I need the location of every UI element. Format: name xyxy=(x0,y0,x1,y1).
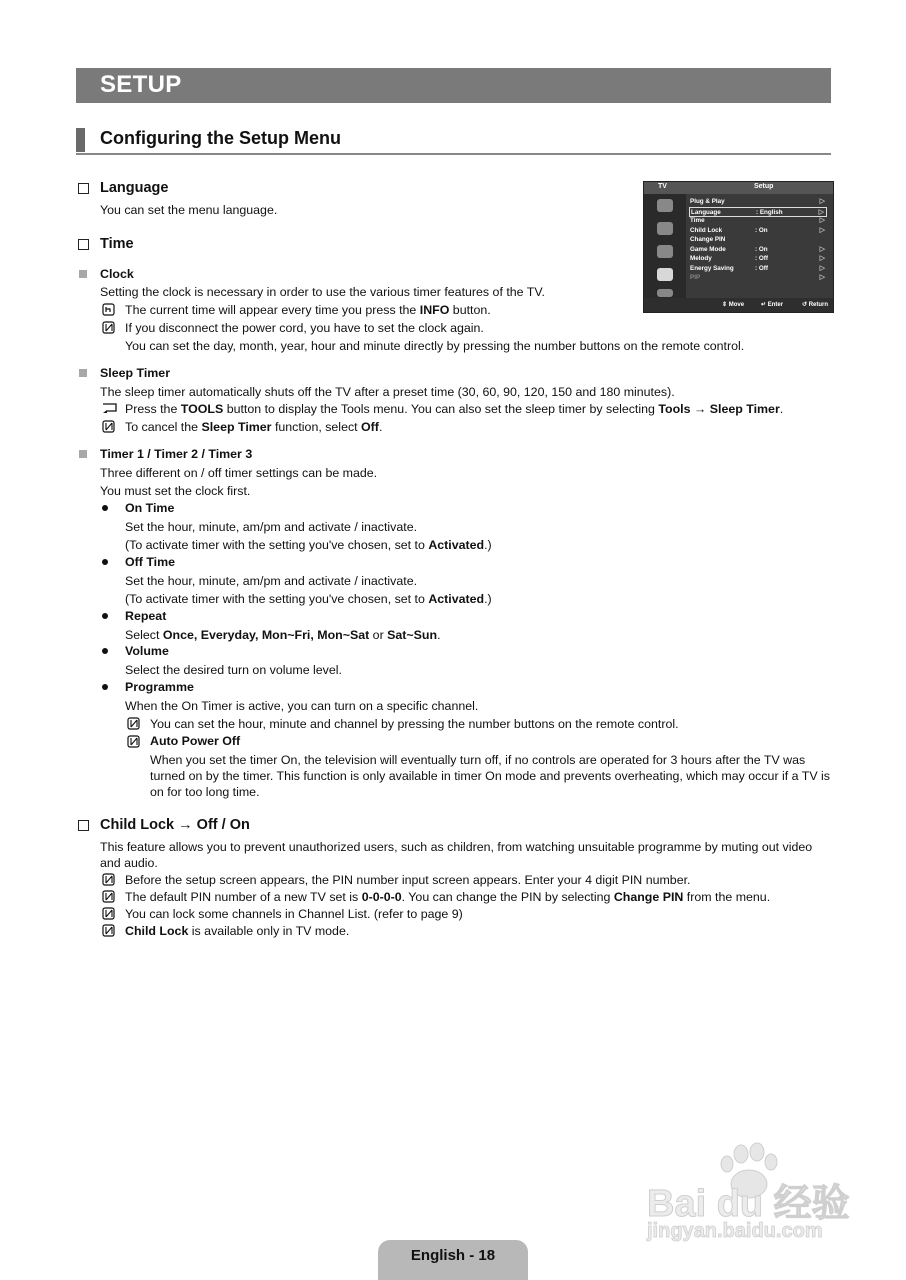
repeat-l1: Select Once, Everyday, Mon~Fri, Mon~Sat or Sat~Sun. xyxy=(125,628,441,642)
auto-power-off-body: When you set the timer On, the television will eventually turn off, if no controls are operated for 3 hours after the TV was turned on by the timer. This function is only available in timer On mode and prevents overheating, which may occur if a TV is on for too long time. xyxy=(150,753,830,799)
note-icon xyxy=(102,420,115,433)
clock-note-power: If you disconnect the power cord, you have to set the clock again. xyxy=(125,321,484,335)
volume-title: Volume xyxy=(125,644,169,658)
child-lock-note-2: The default PIN number of a new TV set is 0-0-0-0. You can change the PIN by selecting Change PIN from the menu. xyxy=(125,890,771,904)
chapter-banner xyxy=(76,68,831,103)
tv-menu-row: Melody : Off ▷ xyxy=(690,255,825,262)
tv-menu-row: Time ▷ xyxy=(690,217,825,224)
note-icon xyxy=(102,907,115,920)
off-time-l2: (To activate timer with the setting you've chosen, set to Activated.) xyxy=(125,592,492,606)
sleep-cancel-note: To cancel the Sleep Timer function, select Off. xyxy=(125,420,383,434)
programme-l1: When the On Timer is active, you can turn on a specific channel. xyxy=(125,699,479,713)
programme-title: Programme xyxy=(125,680,194,694)
square-bullet-icon xyxy=(79,369,87,377)
child-lock-desc: This feature allows you to prevent unauthorized users, such as children, from watching unsuitable programme by muting out video and audio. xyxy=(100,840,813,870)
tv-menu-footer xyxy=(644,298,833,312)
timers-desc-2: You must set the clock first. xyxy=(100,484,251,498)
watermark-url: jingyan.baidu.com xyxy=(647,1220,823,1242)
section-title: Configuring the Setup Menu xyxy=(100,128,341,148)
timers-title: Timer 1 / Timer 2 / Timer 3 xyxy=(100,447,253,461)
on-time-l2: (To activate timer with the setting you've chosen, set to Activated.) xyxy=(125,538,492,552)
clock-title: Clock xyxy=(100,267,134,281)
tv-menu-row: Plug & Play ▷ xyxy=(690,198,825,205)
info-note-icon xyxy=(102,303,115,316)
time-heading: Time xyxy=(100,236,134,252)
on-time-title: On Time xyxy=(125,501,175,515)
return-hint: ↺ Return xyxy=(802,302,829,308)
bullet-icon xyxy=(102,648,108,654)
sleep-title: Sleep Timer xyxy=(100,366,171,380)
child-lock-note-1: Before the setup screen appears, the PIN number input screen appears. Enter your 4 digit PIN number. xyxy=(125,873,691,887)
section-header xyxy=(76,127,831,155)
note-icon xyxy=(127,735,140,748)
sleep-tools-note: Press the TOOLS button to display the Tools menu. You can also set the sleep timer by selecting Tools → Sleep Timer. xyxy=(125,402,784,416)
checkbox-icon xyxy=(78,820,89,831)
tv-menu-tab-setup: Setup xyxy=(754,183,774,190)
checkbox-icon xyxy=(78,239,89,250)
repeat-title: Repeat xyxy=(125,609,167,623)
note-icon xyxy=(102,873,115,886)
tv-menu-row: Change PIN xyxy=(690,236,726,243)
enter-hint: ↵ Enter xyxy=(761,302,784,308)
picture-icon xyxy=(657,199,673,212)
note-icon xyxy=(127,717,140,730)
baidu-jingyan-watermark xyxy=(645,1140,855,1250)
note-icon xyxy=(102,924,115,937)
off-time-l1: Set the hour, minute, am/pm and activate / inactivate. xyxy=(125,574,418,588)
tv-menu-row: PIP ▷ xyxy=(690,274,825,281)
tools-icon xyxy=(102,402,118,415)
bullet-icon xyxy=(102,559,108,565)
child-lock-note-3: You can lock some channels in Channel List. (refer to page 9) xyxy=(125,907,463,921)
note-icon xyxy=(102,890,115,903)
tv-menu-sidebar xyxy=(644,194,686,298)
note-icon xyxy=(102,321,115,334)
chapter-title: SETUP xyxy=(100,71,182,98)
section-marker xyxy=(76,128,85,152)
child-lock-note-4: Child Lock is available only in TV mode. xyxy=(125,924,350,938)
square-bullet-icon xyxy=(79,450,87,458)
timers-desc-1: Three different on / off timer settings can be made. xyxy=(100,466,378,480)
bullet-icon xyxy=(102,505,108,511)
checkbox-icon xyxy=(78,183,89,194)
volume-l1: Select the desired turn on volume level. xyxy=(125,663,342,677)
on-time-l1: Set the hour, minute, am/pm and activate / inactivate. xyxy=(125,520,418,534)
auto-power-off-title: Auto Power Off xyxy=(150,734,241,748)
clock-note-set: You can set the day, month, year, hour and minute directly by pressing the number buttons on the remote control. xyxy=(125,339,745,353)
off-time-title: Off Time xyxy=(125,555,176,569)
tv-menu-topbar xyxy=(644,182,833,194)
watermark-brand: Bai du 经验 xyxy=(647,1183,850,1225)
square-bullet-icon xyxy=(79,270,87,278)
sound-icon xyxy=(657,222,673,235)
language-desc: You can set the menu language. xyxy=(100,203,278,217)
clock-note-info: The current time will appear every time you press the INFO button. xyxy=(125,303,491,317)
bullet-icon xyxy=(102,684,108,690)
input-icon xyxy=(657,289,673,297)
page-number: English - 18 xyxy=(410,1247,496,1264)
language-heading: Language xyxy=(100,180,169,196)
page-footer-tab xyxy=(378,1240,528,1280)
programme-note-1: You can set the hour, minute and channel by pressing the number buttons on the remote control. xyxy=(150,717,679,731)
tv-menu-row: Energy Saving : Off ▷ xyxy=(690,265,825,272)
channel-icon xyxy=(657,245,673,258)
tv-setup-menu-screenshot xyxy=(643,181,834,313)
tv-menu-row: Child Lock : On ▷ xyxy=(690,227,825,234)
setup-icon xyxy=(657,268,673,281)
move-hint: ⇕ Move xyxy=(722,302,745,308)
tv-menu-row: Game Mode : On ▷ xyxy=(690,246,825,253)
bullet-icon xyxy=(102,613,108,619)
child-lock-heading: Child Lock → Off / On xyxy=(100,817,250,833)
clock-desc: Setting the clock is necessary in order to use the various timer features of the TV. xyxy=(100,285,545,299)
tv-menu-row-selected: Language : English ▷ xyxy=(689,207,827,217)
sleep-desc: The sleep timer automatically shuts off the TV after a preset time (30, 60, 90, 120, 150 and 180 minutes). xyxy=(100,385,675,399)
tv-menu-tab-tv: TV xyxy=(658,183,667,190)
